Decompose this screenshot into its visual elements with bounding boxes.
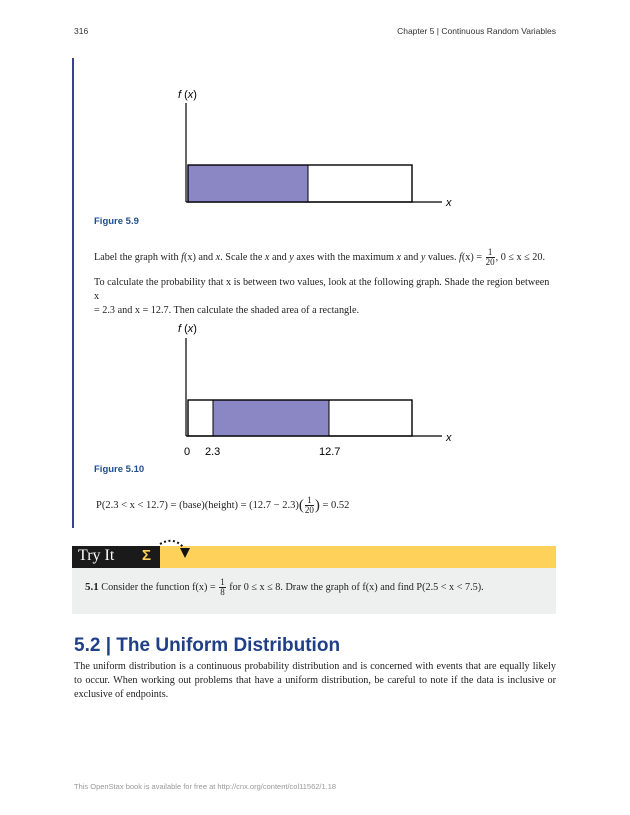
section-heading: 5.2 | The Uniform Distribution (74, 635, 341, 656)
figure-5-9-graph (170, 86, 470, 214)
x-axis-label: x (446, 197, 452, 209)
footer-text: This OpenStax book is available for free at http://cnx.org/content/col11562/1.18 (74, 782, 337, 791)
dotted-arrow-icon (158, 538, 194, 566)
page-number: 316 (74, 26, 89, 36)
instruction-paragraph: Label the graph with f(x) and x. Scale the x and y axes with the maximum x and y values. f(x) = $\frac{1}{20}$ , 0 ≤ x ≤ 20. (94, 247, 545, 267)
tick-label-2-3: 2.3 (205, 446, 221, 458)
x-axis-label: x (446, 432, 452, 444)
fraction: $\frac{1}{20}$ (304, 495, 314, 515)
chapter-title: Chapter 5 | Continuous Random Variables (397, 26, 556, 36)
probability-equation: P(2.3 < x < 12.7) = (base)(height) = (12.7 − 2.3)( $\frac{1}{20}$ ) = 0.52 (96, 495, 350, 515)
try-it-exercise: 5.1 Consider the function f(x) = $\frac{1}{8}$ for 0 ≤ x ≤ 8. Draw the graph of f(x) and find P(2.5 < x < 7.5). (85, 577, 484, 597)
fraction: $\frac{1}{8}$ (220, 577, 225, 597)
y-axis-label: f (x) (178, 89, 197, 101)
try-it-label: Try It (78, 547, 115, 564)
y-axis-label: f (x) (178, 323, 197, 335)
tick-label-0: 0 (184, 446, 191, 458)
example-sidebar-rule (72, 58, 74, 528)
shaded-region (188, 165, 308, 202)
section-body: The uniform distribution is a continuous probability distribution and is concerned with events that are equally likely to occur. When working out problems that have a uniform distribution, be careful to note if the data is inclusive or exclusive of endpoints. (74, 661, 556, 700)
figure-5-10-caption: Figure 5.10 (94, 464, 145, 475)
figure-5-10-graph (170, 320, 470, 460)
shaded-region (213, 400, 329, 436)
probability-paragraph (94, 276, 556, 318)
sigma-icon: Σ (142, 547, 152, 564)
figure-5-9-caption: Figure 5.9 (94, 216, 139, 227)
exercise-number: 5.1 (85, 580, 99, 593)
tick-label-12-7: 12.7 (319, 446, 341, 458)
equation-rhs: = 0.52 (319, 499, 350, 511)
try-it-body (72, 568, 556, 614)
try-it-label-box (72, 546, 160, 568)
fraction: $\frac{1}{20}$ (485, 247, 495, 267)
equation-lhs: P(2.3 < x < 12.7) = (base)(height) = (12.7 − 2.3) (96, 499, 299, 511)
probability-paragraph-line2: = 2.3 and x = 12.7. Then calculate the shaded area of a rectangle. (94, 305, 360, 316)
probability-paragraph-line1: To calculate the probability that x is between two values, look at the following graph. Shade the region between x (94, 277, 550, 302)
